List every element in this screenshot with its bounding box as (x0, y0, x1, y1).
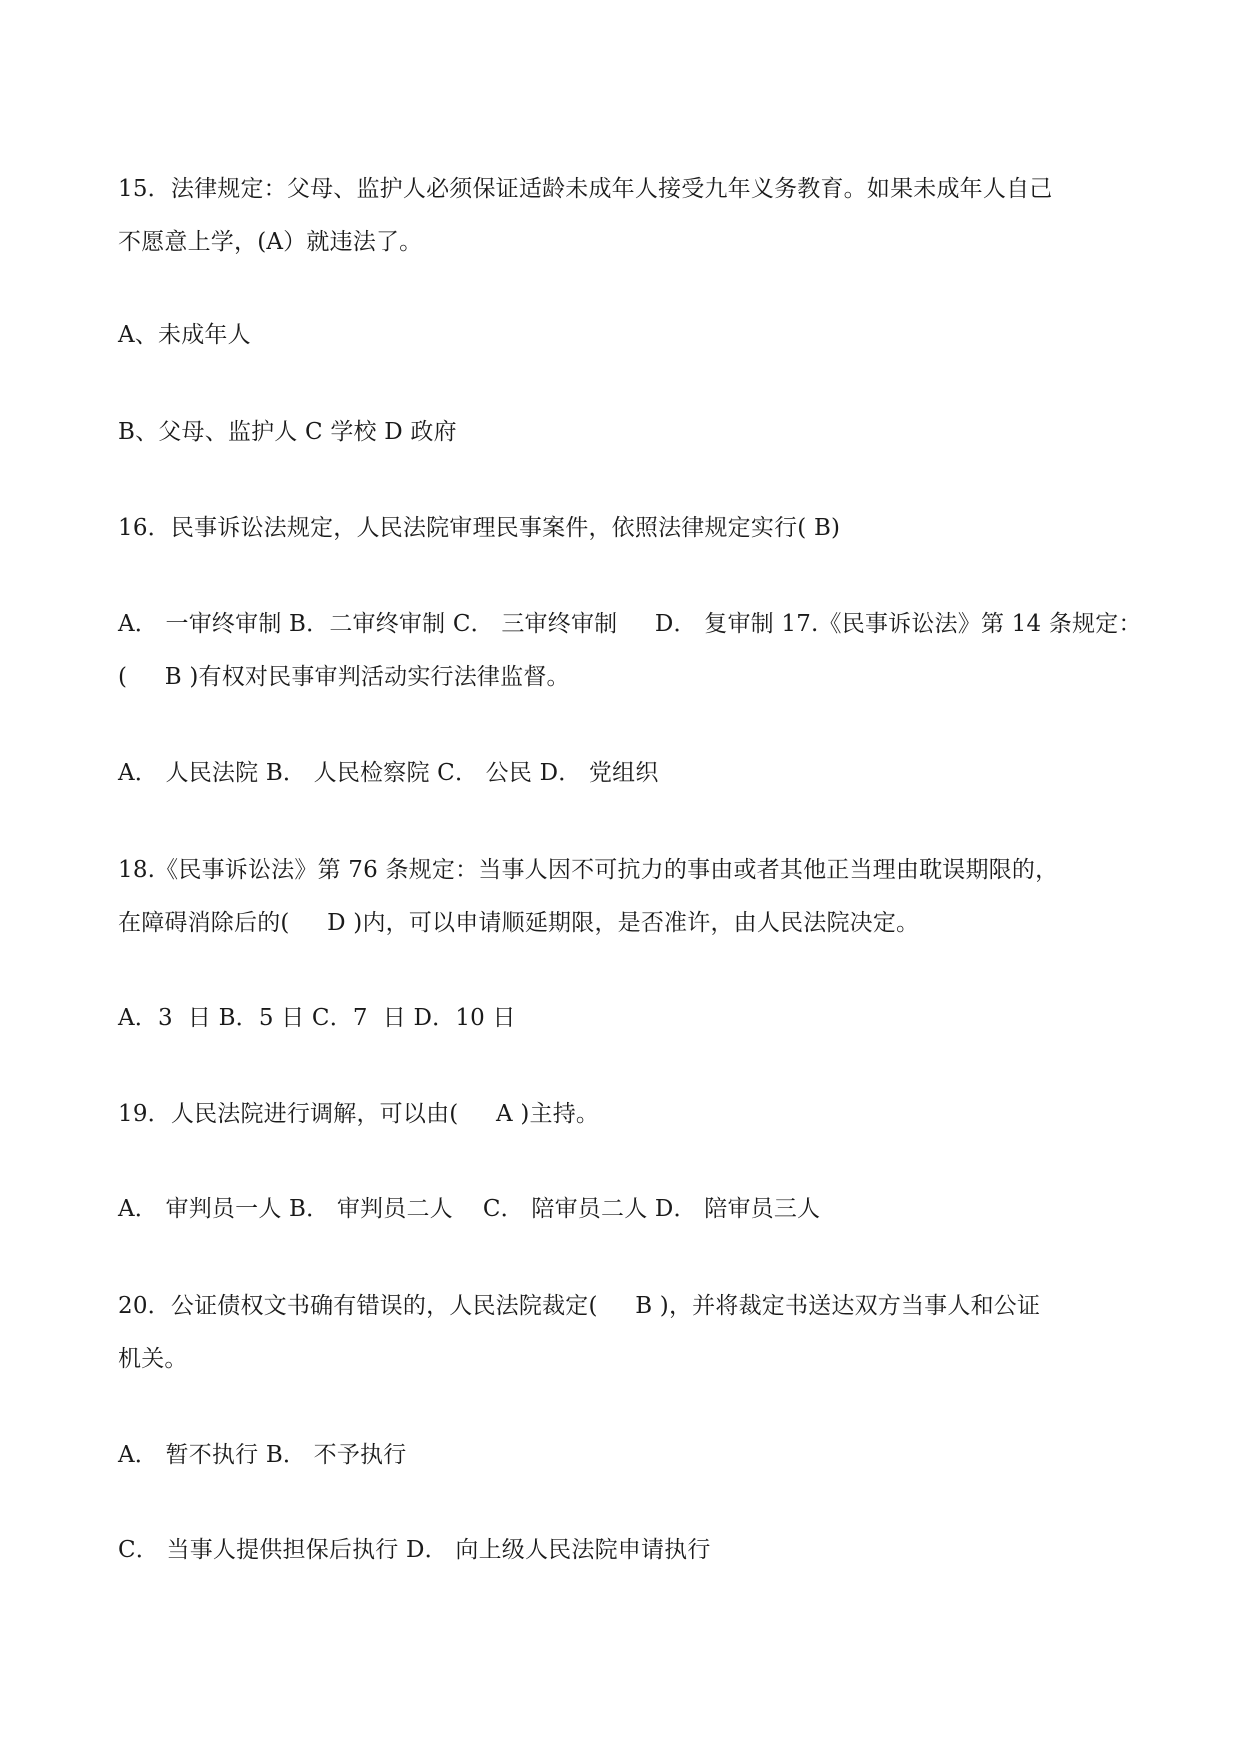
q19-options: A． 审判员一人 B． 审判员二人 C． 陪审员二人 D． 陪审员三人 (118, 1196, 821, 1222)
q20-stem-line-1: 20．公证债权文书确有错误的，人民法院裁定( B )，并将裁定书送达双方当事人和公证 (118, 1293, 1041, 1319)
q18-stem-line-2: 在障碍消除后的( D )内，可以申请顺延期限，是否准许，由人民法院决定。 (118, 910, 920, 936)
q20-options-cd: C． 当事人提供担保后执行 D． 向上级人民法院申请执行 (118, 1537, 711, 1563)
q15-stem-line-1: 15．法律规定：父母、监护人必须保证适龄未成年人接受九年义务教育。如果未成年人自己 (118, 176, 1053, 202)
q16-options-q17-stem: A． 一审终审制 B．二审终审制 C． 三审终审制 D． 复审制 17.《民事诉讼法》第 14 条规定： (118, 611, 1142, 637)
q18-options: A．3 日 B．5 日 C．7 日 D．10 日 (118, 1005, 516, 1031)
q15-stem-line-2: 不愿意上学，(A）就违法了。 (118, 229, 423, 255)
q15-options-bcd: B、父母、监护人 C 学校 D 政府 (118, 419, 457, 445)
q20-stem-line-2: 机关。 (118, 1346, 188, 1372)
q20-options-ab: A． 暂不执行 B． 不予执行 (118, 1442, 407, 1468)
q15-option-a: A、未成年人 (118, 322, 251, 348)
q18-stem-line-1: 18.《民事诉讼法》第 76 条规定：当事人因不可抗力的事由或者其他正当理由耽误期限的， (118, 857, 1059, 883)
q16-stem: 16．民事诉讼法规定，人民法院审理民事案件，依照法律规定实行( B) (118, 515, 841, 541)
q17-stem-line-2: ( B )有权对民事审判活动实行法律监督。 (118, 664, 570, 690)
q19-stem: 19．人民法院进行调解，可以由( A )主持。 (118, 1101, 600, 1127)
q17-options: A． 人民法院 B． 人民检察院 C． 公民 D． 党组织 (118, 760, 659, 786)
